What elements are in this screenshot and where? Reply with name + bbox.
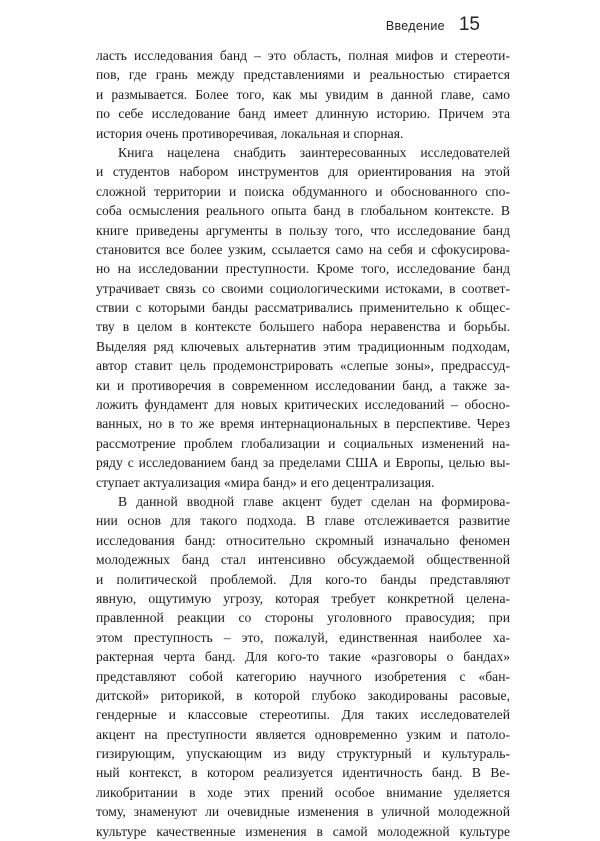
text-line: автор ставит цель продемонстрировать «слепые зоны», предрассуд- xyxy=(96,358,510,374)
text-line: утрачивает связь со своими социологическими истоками, в соответ- xyxy=(96,280,510,296)
text-line: и политической проблемой. Для кого-то банды представляют xyxy=(96,571,510,587)
paragraph xyxy=(96,492,510,841)
text-line: ствии с которыми банды рассматривались применительно к общес- xyxy=(96,300,510,316)
text-line: ступает актуализация «мира банд» и его децентрализация. xyxy=(96,474,435,490)
text-line: Книга нацелена снабдить заинтересованных исследователей xyxy=(118,144,510,160)
paragraph xyxy=(96,143,510,492)
text-line: по себе исследование банд имеет длинную историю. Причем эта xyxy=(96,106,510,122)
text-line: ласть исследования банд – это область, полная мифов и стереоти- xyxy=(96,48,510,63)
text-line: нии основ для такого подхода. В главе отслеживается развитие xyxy=(96,513,510,529)
text-line: рассмотрение проблем глобализации и социальных изменений на- xyxy=(96,435,510,451)
text-line: ложить фундамент для новых критических исследований – обосно- xyxy=(96,397,510,413)
section-name: Введение xyxy=(385,19,445,33)
text-line: молодежных банд стал интенсивно обсуждаемой общественной xyxy=(96,552,510,568)
text-line: ванных, но в то же время интернациональных в перспективе. Через xyxy=(96,416,510,432)
text-line: и размывается. Более того, как мы увидим в данной главе, само xyxy=(96,86,510,102)
body-text xyxy=(96,46,510,841)
page-number: 15 xyxy=(458,14,480,35)
text-line: правленной реакции со стороны уголовного правосудия; при xyxy=(96,610,510,626)
text-line: исследования банд: относительно скромный изначально феномен xyxy=(96,532,510,548)
text-line: культуре качественные изменения в самой молодежной культуре xyxy=(96,823,510,839)
text-line: ликобритании в ходе этих прений особое внимание уделяется xyxy=(96,784,510,800)
text-line: пов, где грань между представлениями и реальностью стирается xyxy=(96,67,510,83)
paragraph xyxy=(96,46,510,143)
text-line: представляют собой категорию научного изобретения с «бан- xyxy=(96,668,510,684)
text-line: дитской» риторикой, в которой глубоко закодированы расовые, xyxy=(96,687,510,703)
text-line: становится все более узким, ссылается само на себя и сфокусирова- xyxy=(96,241,510,257)
text-line: ряду с исследованием банд за пределами США и Европы, целью вы- xyxy=(96,455,510,471)
text-line: гендерные и классовые стереотипы. Для таких исследователей xyxy=(96,707,510,723)
text-line: история очень противоречивая, локальная и спорная. xyxy=(96,125,404,141)
text-line: ки и противоречия в современном исследовании банд, а также за- xyxy=(96,377,510,393)
text-line: но на исследовании преступности. Кроме того, исследование банд xyxy=(96,261,510,277)
text-line: рактерная черта банд. Для кого-то такие «разговоры о бандах» xyxy=(96,649,510,665)
text-line: этом преступность – это, пожалуй, единственная наиболее ха- xyxy=(96,629,510,645)
text-line: явную, ощутимую угрозу, которая требует конкретной целена- xyxy=(96,590,510,606)
running-head xyxy=(386,14,480,36)
text-line: книге приведены аргументы в пользу того, что исследование банд xyxy=(96,222,510,238)
text-line: сложной территории и поиска обдуманного и обоснованного спо- xyxy=(96,183,510,199)
text-line: акцент на преступности является одновременно узким и патоло- xyxy=(96,726,510,742)
text-line: ный контекст, в котором реализуется идентичность банд. В Ве- xyxy=(96,765,510,781)
text-line: и студентов набором инструментов для ориентирования на этой xyxy=(96,164,510,180)
text-line: Выделяя ряд ключевых альтернатив этим традиционным подходам, xyxy=(96,338,510,354)
text-line: тому, знаменуют ли очевидные изменения в уличной молодежной xyxy=(96,804,510,820)
text-line: В данной вводной главе акцент будет сделан на формирова- xyxy=(118,493,510,509)
text-line: гизирующим, упускающим из виду структурный и культураль- xyxy=(96,746,510,762)
text-line: соба осмысления реального опыта банд в глобальном контексте. В xyxy=(96,203,510,219)
text-line: тву в целом в контексте большего набора неравенства и борьбы. xyxy=(96,319,510,335)
